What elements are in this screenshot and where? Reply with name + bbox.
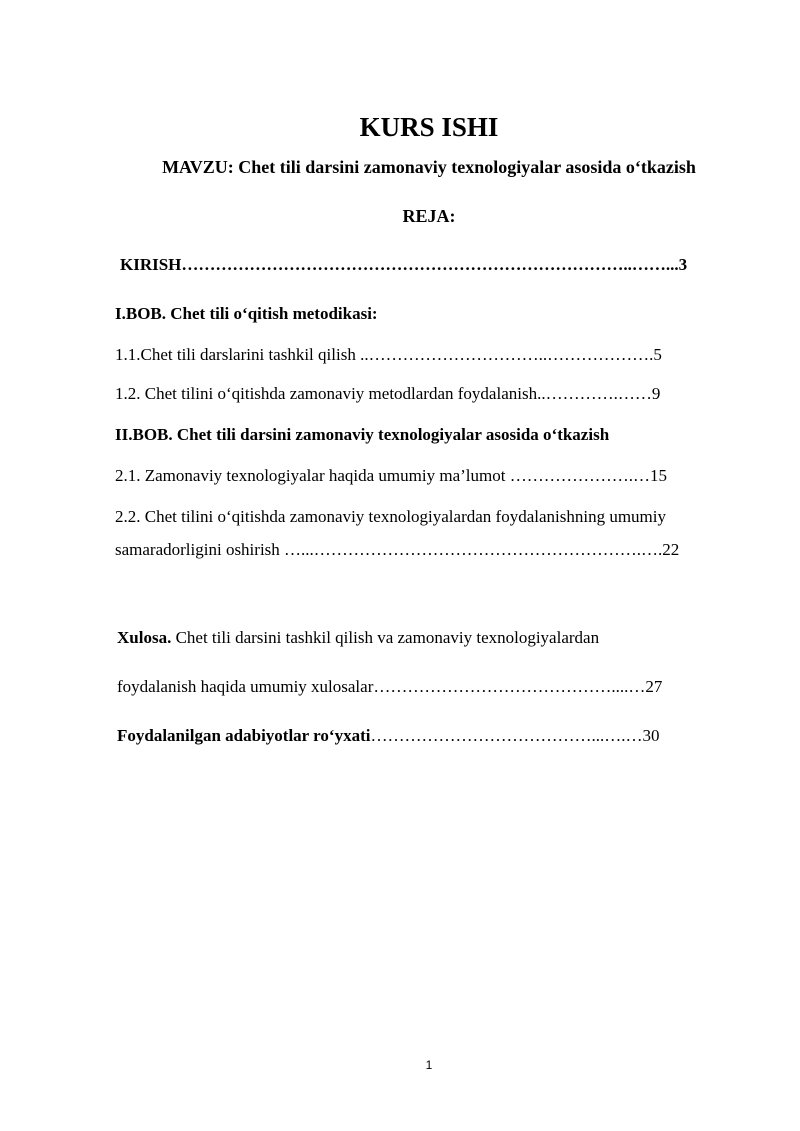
toc-section-1-2: 1.2. Chet tilini o‘qitishda zamonaviy metodlardan foydalanish..………….……9 (115, 384, 661, 403)
document-title: KURS ISHI (359, 112, 499, 142)
plan-heading: REJA: (402, 206, 456, 226)
conclusion-text: Chet tili darsini tashkil qilish va zamonaviy texnologiyalardan (171, 628, 600, 647)
page-number: 1 (425, 1058, 433, 1072)
conclusion-label: Xulosa. (117, 628, 172, 647)
references-leader: …………………………………...….…30 (370, 726, 660, 745)
document-subject: MAVZU: Chet tili darsini zamonaviy texnologiyalar asosida o‘tkazish (162, 157, 696, 177)
toc-section-2-2-line2: samaradorligini oshirish …...………………………………………………….….22 (115, 540, 680, 559)
toc-section-2-2-line1: 2.2. Chet tilini o‘qitishda zamonaviy texnologiyalardan foydalanishning umumiy (115, 507, 666, 526)
toc-conclusion-line2: foydalanish haqida umumiy xulosalar……………………………………....…27 (117, 677, 663, 696)
toc-section-2-1: 2.1. Zamonaviy texnologiyalar haqida umumiy ma’lumot ………………….…15 (115, 466, 667, 485)
toc-references (117, 726, 659, 746)
references-label: Foydalanilgan adabiyotlar ro‘yxati (117, 726, 371, 745)
toc-section-1-1: 1.1.Chet tili darslarini tashkil qilish ..…………………………..……………….5 (115, 345, 662, 364)
toc-chapter1-heading: I.BOB. Chet tili o‘qitish metodikasi: (115, 304, 378, 323)
toc-intro: KIRISH……………………………………………………………………..……...3 (120, 255, 688, 274)
toc-chapter2-heading: II.BOB. Chet tili darsini zamonaviy texnologiyalar asosida o‘tkazish (115, 425, 610, 444)
toc-conclusion-line1 (117, 628, 599, 648)
